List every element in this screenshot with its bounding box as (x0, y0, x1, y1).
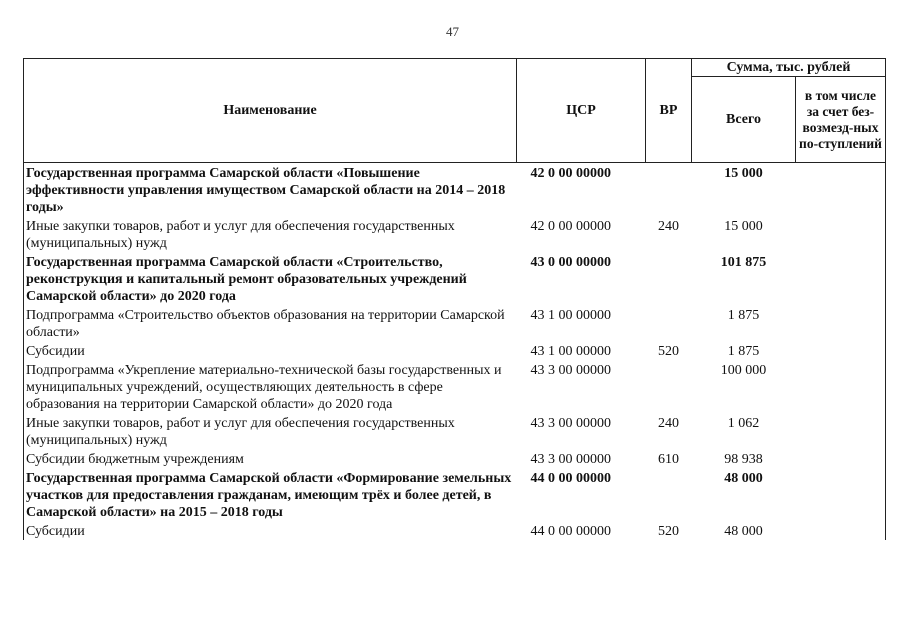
header-total: Всего (692, 77, 796, 163)
row-free (796, 413, 886, 449)
row-name: Субсидии (24, 341, 517, 360)
row-free (796, 341, 886, 360)
row-name: Субсидии (24, 521, 517, 540)
row-vr: 240 (658, 219, 679, 234)
row-total: 101 875 (720, 255, 767, 270)
row-csr: 43 3 00 00000 (530, 363, 611, 378)
row-csr: 42 0 00 00000 (530, 166, 611, 181)
row-name: Государственная программа Самарской области «Формирование земельных участков для предоставления гражданам, имеющим трёх и более детей, в Самарской области» на 2015 – 2018 годы (24, 468, 517, 521)
row-total: 98 938 (724, 452, 763, 467)
row-total: 100 000 (720, 363, 767, 378)
budget-table (23, 58, 886, 540)
row-vr: 520 (658, 524, 679, 539)
table-header (24, 59, 886, 163)
row-name: Государственная программа Самарской области «Повышение эффективности управления имуществом Самарской области на 2014 – 2018 годы» (24, 163, 517, 217)
row-csr: 44 0 00 00000 (530, 524, 611, 539)
header-name: Наименование (24, 59, 517, 163)
table-body (24, 163, 886, 541)
table-row (24, 163, 886, 217)
table-row (24, 360, 886, 413)
row-vr (646, 468, 692, 521)
row-free (796, 468, 886, 521)
row-vr (646, 305, 692, 341)
row-vr: 520 (658, 344, 679, 359)
table-row (24, 305, 886, 341)
row-free (796, 252, 886, 305)
table-row (24, 252, 886, 305)
row-vr: 610 (658, 452, 679, 467)
row-name: Субсидии бюджетным учреждениям (24, 449, 517, 468)
row-name: Иные закупки товаров, работ и услуг для обеспечения государственных (муниципальных) нужд (24, 216, 517, 252)
row-total: 48 000 (724, 524, 763, 539)
row-free (796, 449, 886, 468)
row-name: Подпрограмма «Строительство объектов образования на территории Самарской области» (24, 305, 517, 341)
row-name: Государственная программа Самарской области «Строительство, реконструкция и капитальный ремонт образовательных учреждений Самарской области» до 2020 года (24, 252, 517, 305)
row-csr: 43 3 00 00000 (530, 452, 611, 467)
row-free (796, 163, 886, 217)
header-vr: ВР (646, 59, 692, 163)
row-name: Иные закупки товаров, работ и услуг для обеспечения государственных (муниципальных) нужд (24, 413, 517, 449)
row-csr: 44 0 00 00000 (530, 471, 611, 486)
row-name: Подпрограмма «Укрепление материально-технической базы государственных и муниципальных учреждений, осуществляющих деятельность в сфере образования на территории Самарской области» до 2020 года (24, 360, 517, 413)
row-total: 1 062 (727, 416, 760, 431)
page-number: 47 (446, 24, 459, 39)
row-csr: 42 0 00 00000 (530, 219, 611, 234)
table-row (24, 341, 886, 360)
header-free: в том числе за счет без-возмезд-ных по-ступлений (796, 77, 886, 163)
table-row (24, 449, 886, 468)
row-vr (646, 360, 692, 413)
row-csr: 43 0 00 00000 (530, 255, 611, 270)
row-free (796, 216, 886, 252)
row-free (796, 360, 886, 413)
row-total: 1 875 (727, 308, 760, 323)
row-csr: 43 3 00 00000 (530, 416, 611, 431)
row-total: 15 000 (724, 166, 763, 181)
row-total: 1 875 (727, 344, 760, 359)
row-free (796, 305, 886, 341)
table-row (24, 521, 886, 540)
row-vr (646, 163, 692, 217)
table-row (24, 468, 886, 521)
row-csr: 43 1 00 00000 (530, 344, 611, 359)
row-free (796, 521, 886, 540)
header-csr: ЦСР (517, 59, 646, 163)
row-total: 48 000 (724, 471, 763, 486)
row-csr: 43 1 00 00000 (530, 308, 611, 323)
table-row (24, 216, 886, 252)
row-total: 15 000 (724, 219, 763, 234)
row-vr (646, 252, 692, 305)
row-vr: 240 (658, 416, 679, 431)
header-sum: Сумма, тыс. рублей (692, 59, 886, 77)
table-row (24, 413, 886, 449)
